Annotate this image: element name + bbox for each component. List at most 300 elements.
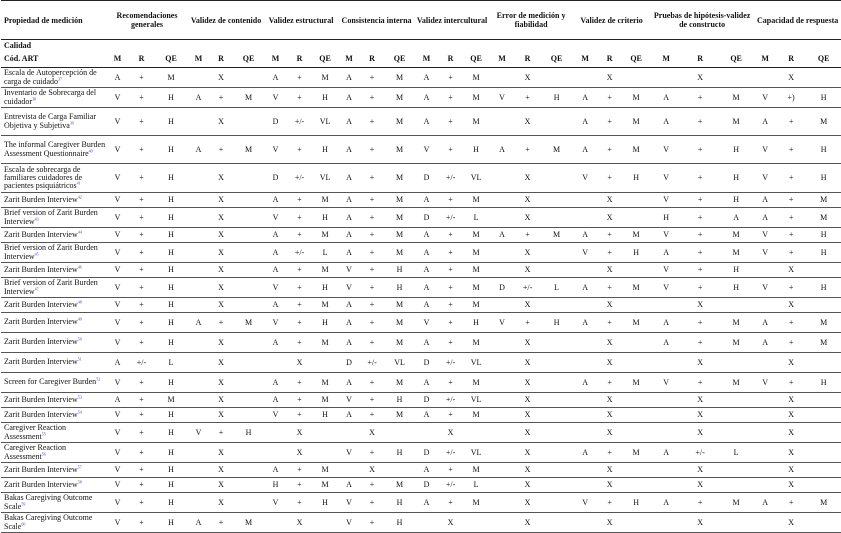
rating-cell [540,208,573,228]
rating-cell: X [776,513,806,533]
rating-cell: + [360,443,384,463]
rating-cell: D [338,353,360,373]
rating-cell [650,513,682,533]
rating-cell: M [718,313,754,333]
table-row [1,193,841,208]
rating-cell: V [754,164,776,193]
rating-cell: M [384,164,415,193]
rating-cell: VL [312,108,338,136]
rating-cell: M [233,513,264,533]
rating-cell: V [106,478,129,493]
rating-cell: M [622,373,650,393]
rating-cell: + [515,313,540,333]
rating-cell: M [384,478,415,493]
rating-cell: H [312,408,338,423]
rating-cell: + [776,243,806,263]
rating-cell [622,68,650,88]
quality-label: Calidad [4,40,32,50]
rating-cell: M [384,373,415,393]
rating-cell [806,513,841,533]
rating-cell: M [622,313,650,333]
rating-cell [622,393,650,408]
rating-cell [489,443,515,463]
rating-cell [718,353,754,373]
header-group: Error de medición y fiabilidad [489,1,573,40]
rating-cell: M [312,193,338,208]
rating-cell: H [154,298,188,313]
rating-cell: + [129,193,154,208]
rating-cell: + [360,243,384,263]
header-group: Pruebas de hipótesis-validez de constructo [650,1,754,40]
rating-cell: V [106,373,129,393]
rating-cell [718,423,754,443]
table-row [1,164,841,193]
rating-cell: H [806,228,841,243]
rating-cell [622,193,650,208]
rating-cell [718,298,754,313]
table-row [1,313,841,333]
subheader-cell: QE [622,51,650,68]
rating-cell [188,243,209,263]
rating-cell: X [360,463,384,478]
rating-cell: + [287,393,312,408]
rating-cell [622,298,650,313]
rating-cell: + [682,313,718,333]
rating-cell: X [682,423,718,443]
rating-cell: H [718,278,754,298]
rating-cell: D [264,164,287,193]
rating-cell [188,463,209,478]
rating-cell: A [489,228,515,243]
rating-cell: + [438,463,463,478]
rating-cell: A [718,208,754,228]
table-row [1,478,841,493]
rating-cell: + [438,493,463,513]
rating-cell [754,463,776,478]
rating-cell: + [129,243,154,263]
instrument-name-text: Brief version of Zarit Burden Interview [4,243,98,261]
rating-cell [489,513,515,533]
rating-cell: + [682,164,718,193]
rating-cell: A [338,298,360,313]
rating-cell: + [129,408,154,423]
rating-cell: M [463,278,489,298]
rating-cell: X [438,513,463,533]
rating-cell: H [154,513,188,533]
rating-cell: + [515,136,540,164]
rating-cell: A [338,373,360,393]
rating-cell [622,423,650,443]
rating-cell [573,193,597,208]
rating-cell: M [233,313,264,333]
rating-cell: D [415,208,438,228]
rating-cell: A [264,243,287,263]
rating-cell: M [463,228,489,243]
rating-cell: A [415,408,438,423]
rating-cell: + [438,136,463,164]
reference-number: 46 [77,264,82,270]
rating-cell: X [209,333,233,353]
subheader-cell: M [106,51,129,68]
rating-cell [188,108,209,136]
rating-cell: H [540,88,573,108]
rating-cell: H [154,208,188,228]
rating-cell: X [209,164,233,193]
rating-cell: + [360,478,384,493]
rating-cell: + [438,313,463,333]
rating-cell: +/- [438,443,463,463]
instrument-name-text: Zarit Burden Interview [4,264,78,274]
table-row [1,243,841,263]
rating-cell [622,263,650,278]
rating-cell: X [682,513,718,533]
rating-cell: X [209,463,233,478]
rating-cell: + [438,108,463,136]
rating-cell: D [415,164,438,193]
rating-cell: M [233,88,264,108]
reference-number: 43 [34,215,39,221]
rating-cell [188,393,209,408]
rating-cell: A [338,136,360,164]
rating-cell [338,423,360,443]
rating-cell: + [129,373,154,393]
rating-cell: H [718,164,754,193]
rating-cell: L [312,243,338,263]
rating-cell: A [415,298,438,313]
rating-cell: X [682,393,718,408]
rating-cell [540,513,573,533]
rating-cell: X [515,193,540,208]
rating-cell: V [264,88,287,108]
rating-cell: H [384,513,415,533]
header-group: Validez intercultural [415,1,489,40]
rating-cell: V [650,164,682,193]
rating-cell: + [597,443,622,463]
rating-cell: X [597,333,622,353]
rating-cell: + [682,228,718,243]
rating-cell: V [754,228,776,243]
reference-number: 53 [77,394,82,400]
subheader-cell: M [650,51,682,68]
rating-cell: A [264,393,287,408]
rating-cell: + [682,88,718,108]
rating-cell [489,423,515,443]
rating-cell [188,208,209,228]
rating-cell: A [106,393,129,408]
rating-cell: H [622,493,650,513]
rating-cell [489,493,515,513]
reference-number: 56 [41,450,46,456]
rating-cell [233,108,264,136]
rating-cell: + [776,164,806,193]
rating-cell: + [287,208,312,228]
rating-cell: + [776,278,806,298]
rating-cell: + [360,228,384,243]
rating-cell [718,393,754,408]
rating-cell: A [754,193,776,208]
rating-cell: M [384,408,415,423]
rating-cell: V [106,243,129,263]
rating-cell: A [415,493,438,513]
rating-cell [338,463,360,478]
rating-cell: +/- [515,278,540,298]
subheader-cell: R [360,51,384,68]
rating-cell: M [540,228,573,243]
rating-cell: H [540,313,573,333]
art-row [1,51,841,68]
rating-cell [233,164,264,193]
rating-cell [754,263,776,278]
rating-cell: + [776,333,806,353]
rating-cell [754,298,776,313]
table-row [1,278,841,298]
rating-cell: M [384,193,415,208]
rating-cell [188,333,209,353]
rating-cell: L [154,353,188,373]
subheader-cell: M [754,51,776,68]
rating-cell [188,228,209,243]
rating-cell: M [806,108,841,136]
rating-cell: H [463,136,489,164]
instrument-name-text: Zarit Burden Interview [4,317,78,327]
rating-cell: V [338,263,360,278]
rating-cell: X [515,493,540,513]
rating-cell [806,393,841,408]
instrument-name-text: Bakas Caregiving Outcome Scale [4,513,93,531]
rating-cell: X [209,393,233,408]
rating-cell: A [264,263,287,278]
reference-number: 49 [77,316,82,322]
rating-cell: X [209,263,233,278]
subheader-cell: M [188,51,209,68]
rating-cell [489,393,515,408]
rating-cell: M [718,88,754,108]
reference-number: 48 [77,299,82,305]
rating-cell: + [682,263,718,278]
rating-cell: X [515,298,540,313]
rating-cell [188,193,209,208]
subheader-cell: QE [384,51,415,68]
rating-cell: V [264,136,287,164]
rating-cell: + [129,208,154,228]
rating-cell: X [515,393,540,408]
rating-cell: H [154,228,188,243]
rating-cell: + [776,136,806,164]
rating-cell: H [463,313,489,333]
rating-cell: VL [463,164,489,193]
rating-cell: X [287,353,312,373]
rating-cell: + [360,193,384,208]
rating-cell: V [264,408,287,423]
rating-cell: M [463,263,489,278]
rating-cell: A [573,443,597,463]
subheader-cell: QE [233,51,264,68]
rating-cell: A [264,228,287,243]
rating-cell [233,298,264,313]
rating-cell: A [415,228,438,243]
rating-cell [622,408,650,423]
rating-cell: M [622,88,650,108]
rating-cell [188,353,209,373]
rating-cell: X [438,423,463,443]
rating-cell: H [384,493,415,513]
reference-number: 54 [77,409,82,415]
instrument-name [1,463,106,478]
rating-cell [718,463,754,478]
rating-cell: M [540,136,573,164]
table-row [1,408,841,423]
rating-cell: X [209,478,233,493]
rating-cell: + [129,136,154,164]
rating-cell [540,333,573,353]
rating-cell [489,373,515,393]
rating-cell: + [682,136,718,164]
rating-cell: M [384,208,415,228]
rating-cell [384,423,415,443]
rating-cell: + [129,493,154,513]
measurement-properties-table [1,0,841,533]
rating-cell: M [312,373,338,393]
reference-number: 42 [77,194,82,200]
rating-cell: + [360,136,384,164]
rating-cell: + [597,164,622,193]
instrument-name-text: Caregiver Reaction Assessment [4,423,66,441]
rating-cell: M [718,333,754,353]
instrument-name [1,408,106,423]
quality-row [1,40,841,52]
rating-cell: H [154,463,188,478]
rating-cell: M [622,443,650,463]
rating-cell: + [129,164,154,193]
instrument-name-text: Zarit Burden Interview [4,357,78,367]
rating-cell: V [106,313,129,333]
rating-cell: V [106,108,129,136]
rating-cell: + [360,513,384,533]
rating-cell: VL [312,164,338,193]
rating-cell: M [312,478,338,493]
reference-number: 37 [58,75,63,81]
instrument-name-text: The informal Caregiver Burden Assessment Questionnaire [4,140,106,158]
rating-cell: + [682,493,718,513]
rating-cell: X [597,478,622,493]
rating-cell: + [360,108,384,136]
rating-cell: + [776,208,806,228]
rating-cell: A [106,68,129,88]
rating-cell: H [806,88,841,108]
rating-cell: + [597,313,622,333]
rating-cell: A [650,333,682,353]
rating-cell: X [515,243,540,263]
table-row [1,136,841,164]
rating-cell: D [415,393,438,408]
rating-cell: A [338,88,360,108]
rating-cell: + [129,313,154,333]
table-row [1,373,841,393]
reference-number: 41 [76,180,81,186]
reference-number: 45 [34,250,39,256]
rating-cell [754,393,776,408]
rating-cell: H [154,423,188,443]
rating-cell: A [573,228,597,243]
rating-cell [233,463,264,478]
rating-cell [312,353,338,373]
instrument-name-text: Bakas Caregiving Outcome Scale [4,493,93,511]
rating-cell [573,463,597,478]
rating-cell: H [806,164,841,193]
rating-cell [233,228,264,243]
rating-cell: M [384,333,415,353]
rating-cell [489,243,515,263]
rating-cell: VL [463,393,489,408]
rating-cell: X [597,423,622,443]
rating-cell: X [682,463,718,478]
rating-cell: H [154,333,188,353]
rating-cell [384,463,415,478]
rating-cell: M [463,493,489,513]
rating-cell: A [650,443,682,463]
rating-cell: M [806,193,841,208]
rating-cell: X [776,443,806,463]
rating-cell: M [463,243,489,263]
rating-cell: H [154,493,188,513]
rating-cell: A [338,408,360,423]
rating-cell: H [154,263,188,278]
rating-cell: + [776,313,806,333]
rating-cell: H [154,278,188,298]
rating-cell: + [129,463,154,478]
rating-cell: M [806,493,841,513]
rating-cell [573,298,597,313]
rating-cell: + [209,513,233,533]
rating-cell: A [650,108,682,136]
rating-cell [718,513,754,533]
rating-cell: X [209,243,233,263]
rating-cell [188,373,209,393]
rating-cell: A [338,478,360,493]
rating-cell [718,478,754,493]
rating-cell: + [776,373,806,393]
rating-cell: H [154,313,188,333]
subheader-cell: R [597,51,622,68]
rating-cell: V [106,298,129,313]
rating-cell: X [209,408,233,423]
rating-cell [622,513,650,533]
rating-cell [233,333,264,353]
rating-cell: H [806,373,841,393]
rating-cell: A [264,193,287,208]
instrument-name [1,513,106,533]
rating-cell: V [106,408,129,423]
rating-cell [573,393,597,408]
header-group: Validez estructural [264,1,338,40]
rating-cell: + [209,423,233,443]
instrument-name-text: Zarit Burden Interview [4,479,78,489]
rating-cell: M [718,243,754,263]
rating-cell: X [597,68,622,88]
rating-cell: X [776,423,806,443]
rating-cell [540,193,573,208]
rating-cell: M [384,298,415,313]
rating-cell: A [338,108,360,136]
rating-cell [463,423,489,443]
subheader-cell: R [129,51,154,68]
instrument-name [1,313,106,333]
rating-cell [650,298,682,313]
rating-cell: A [106,353,129,373]
rating-cell: H [312,493,338,513]
rating-cell: + [438,88,463,108]
rating-cell: +/- [438,208,463,228]
